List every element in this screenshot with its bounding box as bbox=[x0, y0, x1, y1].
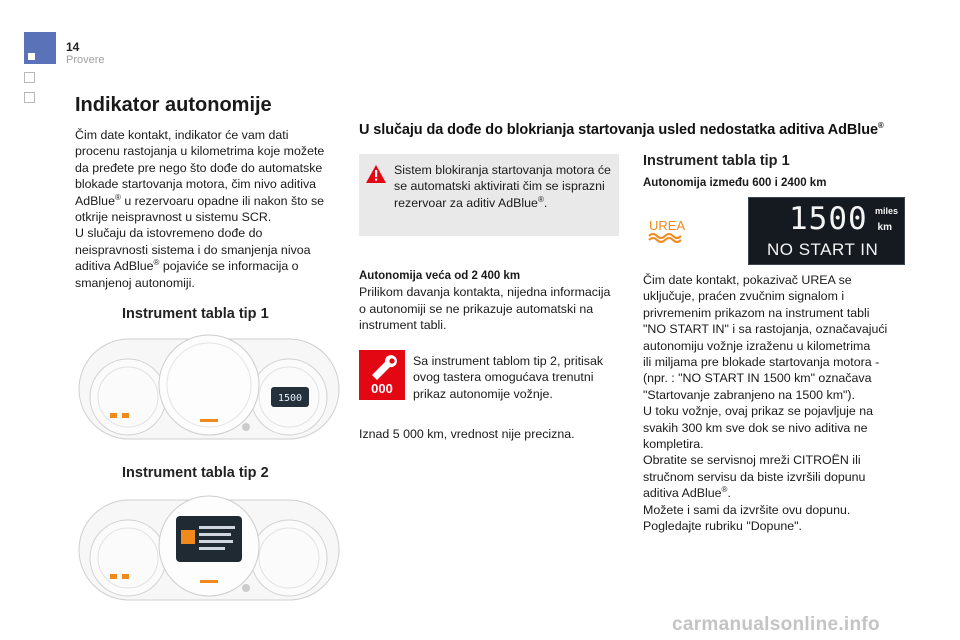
tab-square-icon bbox=[28, 53, 35, 60]
autonomy-high-block bbox=[359, 268, 621, 334]
autonomy-high-title: Autonomija veća od 2 400 km bbox=[359, 270, 521, 282]
text-line: Pogledajte rubriku "Dopune". bbox=[643, 519, 802, 534]
warning-icon bbox=[365, 164, 387, 184]
text-line: Prilikom davanja kontakta, nijedna informacija bbox=[359, 285, 611, 300]
text-line: rezervoar za aditiv AdBlue®. bbox=[394, 194, 548, 210]
text-line: Čim date kontakt, pokazivač UREA se bbox=[643, 273, 852, 287]
text-line: blokade startovanja motora, čim nivo aditiva bbox=[75, 177, 317, 192]
text-line: aditiva AdBlue®. bbox=[643, 485, 731, 501]
text-line: Možete i sami da izvršite ovu dopunu. bbox=[643, 502, 851, 517]
type1-title: Instrument tabla tip 1 bbox=[643, 153, 790, 169]
intro-paragraph bbox=[75, 127, 340, 291]
lcd-unit-km: km bbox=[877, 222, 892, 233]
text-line: otkrije neispravnost u sistemu SCR. bbox=[75, 210, 272, 225]
panel1-display-value: 1500 bbox=[277, 393, 303, 404]
text-line: "NO START IN" i sa rastojanja, označavajući bbox=[643, 322, 888, 337]
text-line: Čim date kontakt, indikator će vam dati bbox=[75, 128, 289, 142]
text-line: AdBlue® u rezervoaru opadne ili nakon što se bbox=[75, 192, 325, 208]
text-line: "Startovanje zabranjeno na 1500 km"). bbox=[643, 387, 855, 402]
precision-note: Iznad 5 000 km, vrednost nije precizna. bbox=[359, 427, 575, 441]
text-line: uključuje, praćen zvučnim signalom i bbox=[643, 289, 845, 304]
type1-description bbox=[643, 272, 913, 535]
instrument-panel-type1-illustration bbox=[78, 333, 340, 445]
page-number: 14 bbox=[66, 40, 80, 54]
section-name: Provere bbox=[66, 54, 105, 66]
text-line: stručnom servisu da biste izvršili dopunu bbox=[643, 469, 866, 484]
lcd-unit-miles: miles bbox=[874, 206, 898, 216]
alert-note-text bbox=[394, 162, 614, 211]
panel2-title: Instrument tabla tip 2 bbox=[122, 465, 269, 481]
chapter-tab-empty bbox=[24, 72, 35, 83]
watermark: carmanualsonline.info bbox=[672, 614, 880, 635]
type1-subtitle: Autonomija između 600 i 2400 km bbox=[643, 177, 827, 189]
text-line: o autonomiji se ne prikazuje automatski na bbox=[359, 301, 594, 316]
page-title: Indikator autonomije bbox=[75, 94, 272, 116]
panel1-title: Instrument tabla tip 1 bbox=[122, 306, 269, 322]
text-line: U toku vožnje, ovaj prikaz se pojavljuje na bbox=[643, 404, 874, 419]
text-line: autonomiju vožnje izraženu u kilometrima bbox=[643, 338, 871, 353]
text-line: ili miljama pre blokade startovanja motora - bbox=[643, 355, 880, 370]
text-line: U slučaju da istovremeno dođe do bbox=[75, 226, 263, 241]
trip-computer-button-icon bbox=[359, 350, 405, 400]
text-line: Sa instrument tablom tip 2, pritisak bbox=[413, 354, 604, 368]
text-line: (npr. : "NO START IN 1500 km" označava bbox=[643, 371, 872, 386]
text-line: da pređete pre nego što dođe do automatske bbox=[75, 160, 323, 175]
text-line: prikaz autonomije vožnje. bbox=[413, 386, 553, 401]
text-line: se automatski aktivirati čim se isprazni bbox=[394, 179, 605, 194]
lcd-message: NO START IN bbox=[767, 240, 879, 259]
text-line: neispravnosti sistema i do smanjenja nivoa bbox=[75, 242, 311, 257]
urea-label: UREA bbox=[649, 218, 686, 233]
text-line: Sistem blokiranja startovanja motora će bbox=[394, 163, 611, 177]
urea-warning-icon bbox=[645, 210, 695, 250]
text-line: kompletira. bbox=[643, 437, 704, 452]
wrench-icon bbox=[359, 352, 405, 382]
instrument-panel-type2-illustration bbox=[78, 494, 340, 606]
tool-note-text bbox=[413, 353, 623, 402]
instrument-lcd-display bbox=[748, 197, 905, 265]
chapter-tab bbox=[24, 32, 56, 64]
text-line: privremenim prikazom na instrument tabli bbox=[643, 305, 870, 320]
text-line: svakih 300 km sve dok se nivo aditiva ne bbox=[643, 420, 868, 435]
text-line: smanjenoj autonomiji. bbox=[75, 275, 195, 290]
blocking-section-heading: U slučaju da dođe do blokrianja startovanja usled nedostatka aditiva AdBlue® bbox=[359, 121, 884, 138]
lcd-digits: 1500 bbox=[789, 201, 868, 237]
text-line: ovog tastera omogućava trenutni bbox=[413, 370, 594, 385]
tool-icon-label: 000 bbox=[371, 381, 393, 396]
text-line: aditiva AdBlue® pojaviće se informacija o bbox=[75, 258, 299, 274]
text-line: instrument tabli. bbox=[359, 318, 447, 333]
chapter-tab-empty bbox=[24, 92, 35, 103]
text-line: Obratite se servisnoj mreži CITROËN ili bbox=[643, 453, 861, 468]
text-line: procenu rastojanja u kilometrima koje možete bbox=[75, 144, 325, 159]
